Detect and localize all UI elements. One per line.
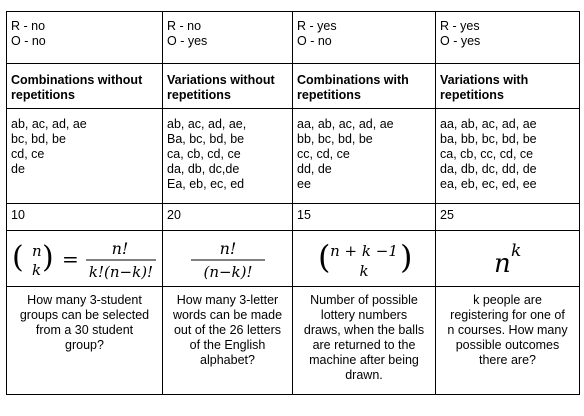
- flags-cell-variations-rep: [436, 12, 580, 64]
- denominator: (n−k)!: [202, 262, 253, 281]
- question-cell: [436, 287, 580, 395]
- formula-cell-variations-rep: [436, 231, 580, 287]
- example-line: cc, cd, ce: [297, 147, 350, 161]
- question-line: there are?: [479, 353, 536, 367]
- power-exponent: k: [510, 240, 521, 261]
- example-line: Ea, eb, ec, ed: [167, 177, 245, 191]
- examples-cell: [436, 109, 580, 204]
- heading-row: [7, 64, 580, 109]
- repetition-flag: R - no: [167, 19, 202, 33]
- heading-cell: [163, 64, 293, 109]
- heading-line: Combinations with: [297, 73, 409, 87]
- repetition-flag: R - yes: [297, 19, 337, 33]
- question-line: group?: [65, 338, 104, 352]
- question-line: registering for one of: [450, 308, 565, 322]
- example-line: da, db, dc, dd, de: [440, 162, 537, 176]
- count-cell: 10: [7, 204, 163, 231]
- order-flag: O - yes: [167, 34, 208, 48]
- formula-cell-combinations-rep: [293, 231, 436, 287]
- binom-top: n + k −1: [330, 241, 398, 260]
- examples-row: [7, 109, 580, 204]
- question-line: How many 3-letter: [176, 293, 279, 307]
- question-cell: [7, 287, 163, 395]
- heading-cell: [436, 64, 580, 109]
- heading-line: repetitions: [297, 88, 361, 102]
- power-base: n: [493, 248, 511, 279]
- right-paren: ): [41, 239, 54, 275]
- question-line: k people are: [473, 293, 542, 307]
- count-cell: 20: [163, 204, 293, 231]
- heading-line: Variations without: [167, 73, 275, 87]
- heading-line: Combinations without: [11, 73, 143, 87]
- question-line: How many 3-student: [27, 293, 142, 307]
- binom-top: n: [31, 241, 42, 260]
- flags-row: [7, 12, 580, 64]
- heading-line: repetitions: [440, 88, 504, 102]
- example-line: cd, ce: [11, 147, 45, 161]
- heading-line: Variations with: [440, 73, 529, 87]
- heading-line: repetitions: [11, 88, 75, 102]
- formula-cell-variations: [163, 231, 293, 287]
- question-line: Number of possible: [310, 293, 418, 307]
- denominator: k!(n−k)!: [88, 262, 153, 281]
- combinatorics-table: [6, 11, 580, 395]
- left-paren: (: [11, 239, 24, 275]
- power-formula: [478, 234, 538, 284]
- example-line: aa, ab, ac, ad, ae: [440, 117, 537, 131]
- heading-cell: [7, 64, 163, 109]
- question-line: draws, when the balls: [303, 323, 425, 337]
- formulas-row: [7, 231, 580, 287]
- example-line: bc, bd, be: [11, 132, 66, 146]
- binomial-formula: [10, 234, 160, 284]
- question-line: n courses. How many: [447, 323, 568, 337]
- example-line: aa, ab, ac, ad, ae: [297, 117, 394, 131]
- question-line: out of the 26 letters: [173, 323, 281, 337]
- variations-formula: [183, 234, 273, 284]
- example-line: de: [11, 162, 25, 176]
- flags-cell-combinations-no-rep: [7, 12, 163, 64]
- questions-row: [7, 287, 580, 395]
- equals-sign: =: [61, 246, 79, 271]
- numerator: n!: [219, 238, 236, 258]
- count-cell: 25: [436, 204, 580, 231]
- example-line: ee: [297, 177, 311, 191]
- question-line: of the English: [189, 338, 266, 352]
- example-line: ba, bb, bc, bd, be: [440, 132, 537, 146]
- question-line: drawn.: [345, 368, 383, 382]
- heading-line: repetitions: [167, 88, 231, 102]
- example-line: ca, cb, cc, cd, ce: [440, 147, 534, 161]
- formula-cell-combinations: [7, 231, 163, 287]
- order-flag: O - no: [11, 34, 46, 48]
- question-cell: [293, 287, 436, 395]
- example-line: da, db, dc,de: [167, 162, 240, 176]
- heading-cell: [293, 64, 436, 109]
- question-line: machine after being: [309, 353, 419, 367]
- count-cell: 15: [293, 204, 436, 231]
- example-line: ab, ac, ad, ae: [11, 117, 87, 131]
- left-paren: (: [318, 237, 331, 276]
- flags-cell-combinations-rep: [293, 12, 436, 64]
- binom-bottom: k: [359, 261, 369, 280]
- question-line: possible outcomes: [455, 338, 560, 352]
- numerator: n!: [111, 238, 128, 258]
- multiset-formula: [314, 234, 414, 284]
- example-line: ab, ac, ad, ae,: [167, 117, 247, 131]
- repetition-flag: R - no: [11, 19, 46, 33]
- example-line: ea, eb, ec, ed, ee: [440, 177, 537, 191]
- question-cell: [163, 287, 293, 395]
- question-line: are returned to the: [312, 338, 416, 352]
- counts-row: [7, 204, 580, 231]
- example-line: dd, de: [297, 162, 332, 176]
- repetition-flag: R - yes: [440, 19, 480, 33]
- flags-cell-variations-no-rep: [163, 12, 293, 64]
- order-flag: O - no: [297, 34, 332, 48]
- right-paren: ): [400, 237, 413, 276]
- example-line: ca, cb, cd, ce: [167, 147, 241, 161]
- examples-cell: [293, 109, 436, 204]
- examples-cell: [163, 109, 293, 204]
- order-flag: O - yes: [440, 34, 481, 48]
- examples-cell: [7, 109, 163, 204]
- question-line: groups can be selected: [19, 308, 150, 322]
- question-line: lottery numbers: [320, 308, 408, 322]
- question-line: alphabet?: [200, 353, 255, 367]
- question-line: from a 30 student: [35, 323, 134, 337]
- question-line: words can be made: [172, 308, 283, 322]
- binom-bottom: k: [31, 260, 41, 279]
- example-line: Ba, bc, bd, be: [167, 132, 245, 146]
- example-line: bb, bc, bd, be: [297, 132, 373, 146]
